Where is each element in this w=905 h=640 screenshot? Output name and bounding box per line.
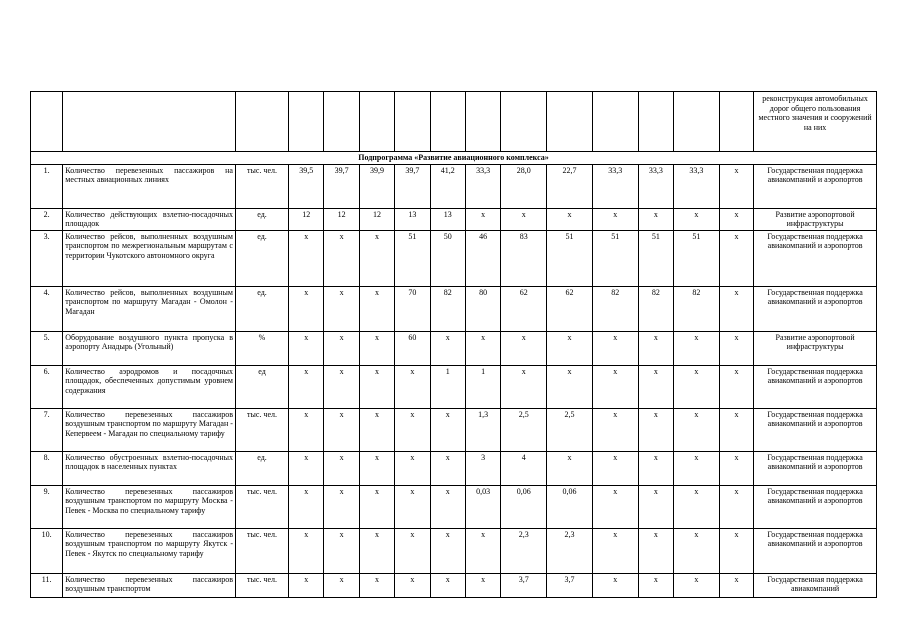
unit-cell: тыс. чел.	[235, 528, 288, 573]
value-cell: 1	[465, 365, 500, 408]
row-number-cell: 3.	[31, 230, 63, 286]
value-cell: 2,5	[501, 408, 547, 451]
value-cell: 41,2	[430, 164, 465, 208]
value-cell: x	[501, 331, 547, 365]
value-cell: x	[592, 485, 638, 528]
indicator-name-cell: Количество перевезенных пассажиров воздушным транспортом по маршруту Москва - Певек - Москва по специальному тарифу	[63, 485, 236, 528]
measure-cell: Государственная поддержка авиакомпаний и аэропортов	[754, 528, 877, 573]
subprogram-row	[31, 152, 877, 165]
value-cell: x	[359, 528, 394, 573]
value-cell: 62	[547, 286, 593, 331]
value-cell: x	[501, 208, 547, 230]
header-cell	[674, 92, 720, 152]
row-number-cell: 5.	[31, 331, 63, 365]
table-row	[31, 528, 877, 573]
value-cell: x	[359, 331, 394, 365]
value-cell: x	[395, 485, 430, 528]
value-cell: x	[592, 208, 638, 230]
table-row	[31, 485, 877, 528]
unit-cell: тыс. чел.	[235, 573, 288, 597]
value-cell: x	[674, 451, 720, 485]
measure-cell: Развитие аэропортовой инфраструктуры	[754, 331, 877, 365]
value-cell: x	[359, 485, 394, 528]
value-cell: 70	[395, 286, 430, 331]
value-cell: x	[674, 485, 720, 528]
value-cell: x	[359, 573, 394, 597]
value-cell: x	[359, 286, 394, 331]
value-cell: x	[430, 451, 465, 485]
measure-cell: Государственная поддержка авиакомпаний и аэропортов	[754, 485, 877, 528]
value-cell: 82	[430, 286, 465, 331]
measure-cell: Государственная поддержка авиакомпаний и аэропортов	[754, 230, 877, 286]
table-row	[31, 331, 877, 365]
header-cell	[465, 92, 500, 152]
value-cell: x	[547, 208, 593, 230]
value-cell: 62	[501, 286, 547, 331]
header-cell	[359, 92, 394, 152]
value-cell: 82	[674, 286, 720, 331]
value-cell: x	[592, 408, 638, 451]
unit-cell: %	[235, 331, 288, 365]
unit-cell: ед.	[235, 286, 288, 331]
table-row	[31, 573, 877, 597]
value-cell: 2,3	[501, 528, 547, 573]
value-cell: x	[592, 528, 638, 573]
value-cell: 82	[592, 286, 638, 331]
value-cell: x	[719, 286, 753, 331]
indicator-name-cell: Количество перевезенных пассажиров воздушным транспортом по маршруту Магадан - Кепервеем - Магадан по специальному тарифу	[63, 408, 236, 451]
value-cell: 12	[289, 208, 324, 230]
table-row	[31, 451, 877, 485]
value-cell: x	[359, 451, 394, 485]
value-cell: x	[719, 485, 753, 528]
value-cell: x	[289, 408, 324, 451]
indicator-name-cell: Оборудование воздушного пункта пропуска в аэропорту Анадырь (Угольный)	[63, 331, 236, 365]
value-cell: 39,9	[359, 164, 394, 208]
value-cell: 1,3	[465, 408, 500, 451]
value-cell: 2,5	[547, 408, 593, 451]
value-cell: 60	[395, 331, 430, 365]
indicator-name-cell: Количество действующих взлетно-посадочных площадок	[63, 208, 236, 230]
table-row	[31, 208, 877, 230]
value-cell: x	[324, 573, 359, 597]
value-cell: x	[638, 408, 673, 451]
value-cell: x	[324, 331, 359, 365]
value-cell: x	[719, 230, 753, 286]
unit-cell: ед.	[235, 451, 288, 485]
value-cell: 39,5	[289, 164, 324, 208]
value-cell: x	[501, 365, 547, 408]
value-cell: 39,7	[395, 164, 430, 208]
value-cell: x	[324, 365, 359, 408]
indicator-name-cell: Количество рейсов, выполненных воздушным транспортом по межрегиональным маршрутам с территории Чукотского автономного округа	[63, 230, 236, 286]
row-number-cell: 7.	[31, 408, 63, 451]
row-number-cell: 8.	[31, 451, 63, 485]
row-number-cell: 4.	[31, 286, 63, 331]
value-cell: x	[395, 365, 430, 408]
measure-cell: Государственная поддержка авиакомпаний и аэропортов	[754, 164, 877, 208]
header-row	[31, 92, 877, 152]
header-measure-cell: реконструкция автомобильных дорог общего пользования местного значения и сооружений на них	[754, 92, 877, 152]
value-cell: x	[592, 573, 638, 597]
header-cell	[395, 92, 430, 152]
measure-cell: Государственная поддержка авиакомпаний и аэропортов	[754, 286, 877, 331]
value-cell: x	[638, 331, 673, 365]
value-cell: x	[674, 331, 720, 365]
value-cell: x	[289, 286, 324, 331]
value-cell: x	[719, 408, 753, 451]
unit-cell: тыс. чел.	[235, 485, 288, 528]
value-cell: x	[465, 573, 500, 597]
unit-cell: ед.	[235, 230, 288, 286]
value-cell: 39,7	[324, 164, 359, 208]
header-cell	[592, 92, 638, 152]
value-cell: x	[324, 408, 359, 451]
value-cell: 13	[430, 208, 465, 230]
measure-cell: Государственная поддержка авиакомпаний	[754, 573, 877, 597]
table-row	[31, 230, 877, 286]
value-cell: 50	[430, 230, 465, 286]
row-number-cell: 2.	[31, 208, 63, 230]
unit-cell: тыс. чел.	[235, 408, 288, 451]
subprogram-title: Подпрограмма «Развитие авиационного комплекса»	[31, 152, 877, 165]
table-row	[31, 408, 877, 451]
value-cell: x	[638, 528, 673, 573]
header-cell	[547, 92, 593, 152]
value-cell: 4	[501, 451, 547, 485]
value-cell: x	[592, 331, 638, 365]
value-cell: x	[395, 451, 430, 485]
value-cell: x	[430, 485, 465, 528]
header-cell	[63, 92, 236, 152]
value-cell: 22,7	[547, 164, 593, 208]
value-cell: 51	[638, 230, 673, 286]
value-cell: x	[430, 408, 465, 451]
value-cell: 3,7	[547, 573, 593, 597]
table-row	[31, 286, 877, 331]
value-cell: x	[674, 573, 720, 597]
value-cell: 51	[547, 230, 593, 286]
value-cell: x	[719, 365, 753, 408]
value-cell: 0,06	[501, 485, 547, 528]
indicator-name-cell: Количество обустроенных взлетно-посадочных площадок в населенных пунктах	[63, 451, 236, 485]
value-cell: x	[395, 528, 430, 573]
value-cell: x	[719, 164, 753, 208]
value-cell: x	[359, 230, 394, 286]
value-cell: 28,0	[501, 164, 547, 208]
value-cell: 51	[395, 230, 430, 286]
value-cell: x	[324, 485, 359, 528]
value-cell: x	[465, 528, 500, 573]
value-cell: x	[289, 573, 324, 597]
value-cell: 12	[359, 208, 394, 230]
value-cell: x	[324, 451, 359, 485]
value-cell: 83	[501, 230, 547, 286]
value-cell: x	[592, 451, 638, 485]
value-cell: x	[289, 331, 324, 365]
value-cell: 3	[465, 451, 500, 485]
value-cell: x	[359, 408, 394, 451]
value-cell: 3,7	[501, 573, 547, 597]
value-cell: x	[430, 331, 465, 365]
value-cell: x	[465, 331, 500, 365]
row-number-cell: 9.	[31, 485, 63, 528]
value-cell: x	[289, 365, 324, 408]
row-number-cell: 10.	[31, 528, 63, 573]
value-cell: x	[674, 365, 720, 408]
value-cell: 0,06	[547, 485, 593, 528]
value-cell: x	[719, 451, 753, 485]
value-cell: 51	[592, 230, 638, 286]
header-cell	[324, 92, 359, 152]
unit-cell: ед.	[235, 208, 288, 230]
value-cell: x	[324, 230, 359, 286]
value-cell: x	[638, 365, 673, 408]
value-cell: x	[395, 408, 430, 451]
measure-cell: Государственная поддержка авиакомпаний и аэропортов	[754, 408, 877, 451]
value-cell: x	[719, 573, 753, 597]
indicator-name-cell: Количество рейсов, выполненных воздушным транспортом по маршруту Магадан - Омолон - Магадан	[63, 286, 236, 331]
value-cell: 33,3	[592, 164, 638, 208]
header-cell	[638, 92, 673, 152]
value-cell: 0,03	[465, 485, 500, 528]
header-cell	[719, 92, 753, 152]
value-cell: x	[719, 331, 753, 365]
value-cell: x	[289, 528, 324, 573]
measure-cell: Государственная поддержка авиакомпаний и аэропортов	[754, 451, 877, 485]
value-cell: x	[674, 408, 720, 451]
value-cell: 82	[638, 286, 673, 331]
header-cell	[430, 92, 465, 152]
header-cell	[31, 92, 63, 152]
header-cell	[501, 92, 547, 152]
value-cell: x	[638, 485, 673, 528]
value-cell: x	[430, 573, 465, 597]
value-cell: x	[719, 528, 753, 573]
value-cell: x	[324, 528, 359, 573]
value-cell: 33,3	[674, 164, 720, 208]
value-cell: 33,3	[465, 164, 500, 208]
value-cell: 12	[324, 208, 359, 230]
value-cell: x	[592, 365, 638, 408]
value-cell: 51	[674, 230, 720, 286]
value-cell: x	[395, 573, 430, 597]
value-cell: 1	[430, 365, 465, 408]
value-cell: x	[359, 365, 394, 408]
value-cell: 46	[465, 230, 500, 286]
value-cell: x	[324, 286, 359, 331]
indicator-name-cell: Количество аэродромов и посадочных площадок, обеспеченных допустимым уровнем содержания	[63, 365, 236, 408]
value-cell: x	[289, 451, 324, 485]
value-cell: 13	[395, 208, 430, 230]
table-row	[31, 365, 877, 408]
value-cell: x	[430, 528, 465, 573]
value-cell: x	[547, 331, 593, 365]
measure-cell: Развитие аэропортовой инфраструктуры	[754, 208, 877, 230]
row-number-cell: 11.	[31, 573, 63, 597]
unit-cell: ед	[235, 365, 288, 408]
unit-cell: тыс. чел.	[235, 164, 288, 208]
value-cell: 80	[465, 286, 500, 331]
value-cell: x	[465, 208, 500, 230]
indicator-name-cell: Количество перевезенных пассажиров на местных авиационных линиях	[63, 164, 236, 208]
value-cell: 2,3	[547, 528, 593, 573]
indicator-name-cell: Количество перевезенных пассажиров воздушным транспортом по маршруту Якутск - Певек - Якутск по специальному тарифу	[63, 528, 236, 573]
value-cell: x	[638, 208, 673, 230]
value-cell: x	[547, 365, 593, 408]
row-number-cell: 6.	[31, 365, 63, 408]
header-cell	[289, 92, 324, 152]
value-cell: x	[674, 528, 720, 573]
value-cell: x	[289, 485, 324, 528]
value-cell: x	[638, 573, 673, 597]
value-cell: x	[638, 451, 673, 485]
header-cell	[235, 92, 288, 152]
value-cell: 33,3	[638, 164, 673, 208]
value-cell: x	[547, 451, 593, 485]
value-cell: x	[719, 208, 753, 230]
indicators-table	[30, 91, 877, 598]
value-cell: x	[289, 230, 324, 286]
row-number-cell: 1.	[31, 164, 63, 208]
indicator-name-cell: Количество перевезенных пассажиров воздушным транспортом	[63, 573, 236, 597]
table-row	[31, 164, 877, 208]
value-cell: x	[674, 208, 720, 230]
measure-cell: Государственная поддержка авиакомпаний и аэропортов	[754, 365, 877, 408]
